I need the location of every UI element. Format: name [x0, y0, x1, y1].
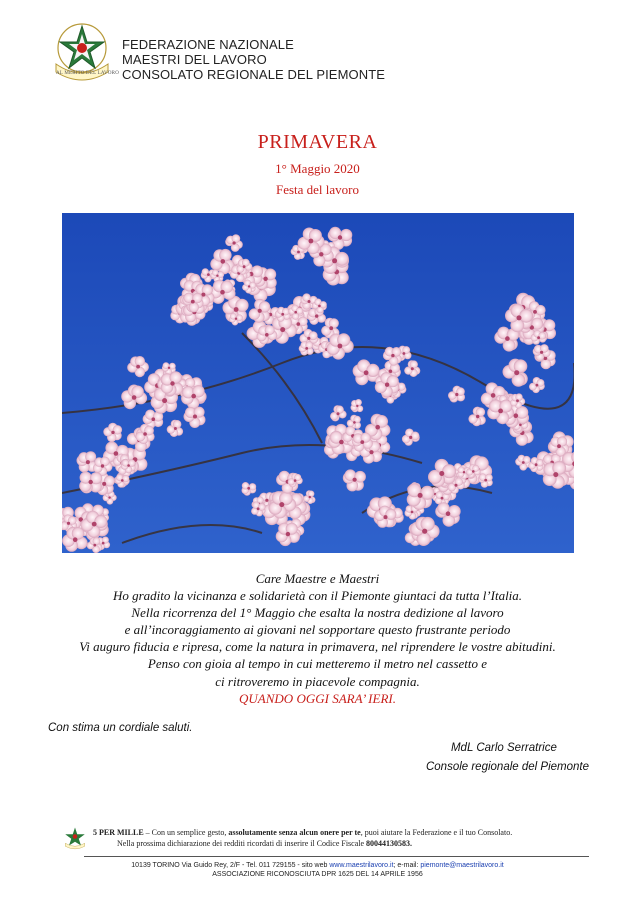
- blossom-flower: [161, 371, 183, 396]
- event-date: 1° Maggio 2020: [275, 161, 360, 176]
- org-line-3: CONSOLATO REGIONALE DEL PIEMONTE: [122, 67, 386, 82]
- org-line-2: MAESTRI DEL LAVORO: [122, 52, 267, 67]
- event-subtitle: Festa del lavoro: [275, 182, 360, 197]
- closing-regards: Con stima un cordiale saluti.: [48, 722, 193, 734]
- letter-line: Nella ricorrenza del 1° Maggio che esalta la nostra dedizione al lavoro: [131, 605, 504, 621]
- letter-line: Ho gradito la vicinanza e solidarietà con il Piemonte giuntaci da tutta l’Italia.: [112, 588, 523, 604]
- address-text: 10139 TORINO Via Guido Rey, 2/F - Tel. 011 729155 - sito web: [131, 862, 330, 869]
- association-recognition: ASSOCIAZIONE RICONOSCIUTA DPR 1625 DEL 14 APRILE 1956: [212, 871, 423, 878]
- mille-emphasis: assolutamente senza alcun onere per te: [228, 828, 361, 837]
- page-title: PRIMAVERA: [257, 131, 378, 153]
- footer-emblem-icon: [63, 826, 87, 850]
- letter-salutation: Care Maestre e Maestri: [255, 571, 380, 586]
- email-link[interactable]: piemonte@maestrilavoro.it: [420, 862, 504, 869]
- signer-role: Console regionale del Piemonte: [425, 761, 589, 773]
- footer-divider: [84, 856, 589, 857]
- letter-motto: QUANDO OGGI SARA’ IERI.: [239, 690, 396, 706]
- letter-line: ci ritroveremo in piacevole compagnia.: [215, 673, 420, 689]
- letter-line: e all’incoraggiamento ai giovani nel sopportare questo frustrante periodo: [124, 622, 511, 638]
- blossom-flower: [543, 461, 569, 489]
- email-label: ; e-mail:: [393, 862, 421, 869]
- mille-text: – Con un semplice gesto,: [143, 828, 229, 837]
- emblem-ribbon-text: AL MERITO DEL LAVORO: [56, 71, 120, 76]
- letter-body: [0, 570, 635, 707]
- blossom-flower: [351, 399, 364, 412]
- codice-fiscale: 80044130583.: [366, 838, 413, 848]
- blossom-flower: [79, 472, 102, 494]
- org-line-1: FEDERAZIONE NAZIONALE: [122, 37, 294, 52]
- five-per-mille-note: [93, 828, 512, 849]
- mille-label: 5 PER MILLE: [93, 828, 144, 837]
- signature-block: [426, 739, 589, 777]
- website-link[interactable]: www.maestrilavoro.it: [329, 862, 394, 869]
- mille-line-2: Nella prossima dichiarazione dei redditi ricordati di inserire il Codice Fiscale: [117, 838, 367, 848]
- mille-text: , puoi aiutare la Federazione e il tuo Consolato.: [360, 828, 513, 837]
- organization-name: [122, 37, 385, 82]
- letter-line: Penso con gioia al tempo in cui metteremo il metro nel cassetto e: [147, 656, 488, 672]
- signer-name: MdL Carlo Serratrice: [450, 742, 557, 754]
- letter-line: Vi auguro fiducia e ripresa, come la natura in primavera, nel riprendere le vostre abitudini.: [79, 639, 556, 655]
- cherry-blossom-photo: [62, 213, 574, 553]
- blossom-flower: [299, 341, 314, 355]
- footer-address: [0, 861, 635, 879]
